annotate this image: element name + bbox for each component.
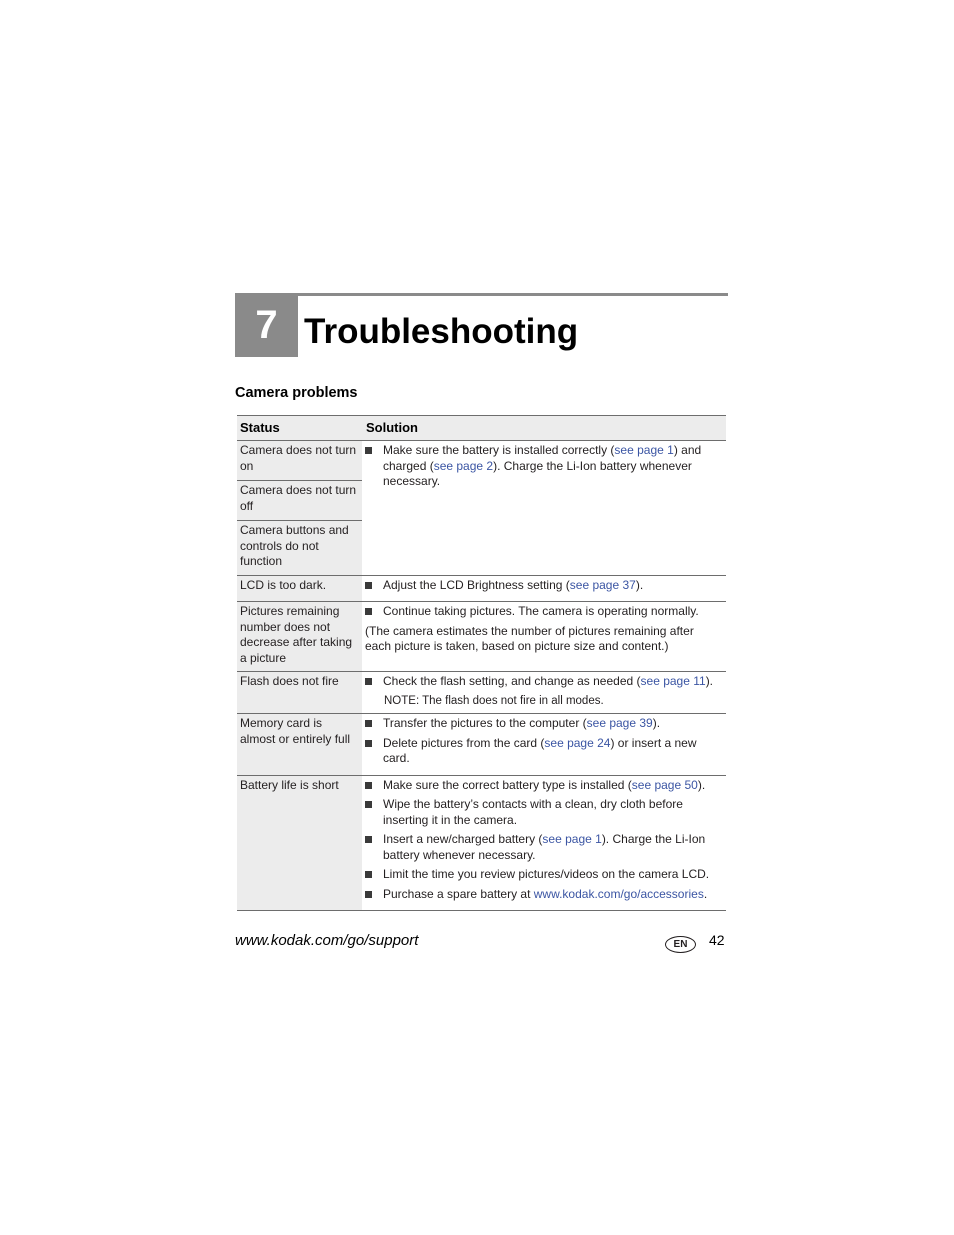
bullet-icon bbox=[365, 678, 372, 685]
accessories-link[interactable]: www.kodak.com/go/accessories bbox=[533, 886, 704, 901]
solution-cell bbox=[362, 714, 726, 775]
status-cell: Battery life is short bbox=[237, 776, 362, 911]
solution-cell bbox=[362, 672, 726, 713]
page-link[interactable]: see page 1 bbox=[614, 443, 674, 457]
text: Make sure the correct battery type is installed ( bbox=[383, 777, 632, 792]
bullet-icon bbox=[365, 582, 372, 589]
text: ). Charge the Li-Ion battery whenever necessary. bbox=[383, 458, 692, 488]
chapter-rule bbox=[235, 293, 728, 296]
solution-cell bbox=[362, 776, 726, 911]
text: ). bbox=[652, 716, 661, 730]
bullet-icon bbox=[365, 891, 372, 898]
page-link[interactable]: see page 2 bbox=[433, 458, 494, 473]
table-row bbox=[237, 776, 726, 912]
text: ). Charge the Li-Ion battery whenever necessary. bbox=[383, 832, 706, 862]
explanation-text: (The camera estimates the number of pictures remaining after each picture is taken, based on picture size and content.) bbox=[365, 623, 694, 653]
page-link[interactable]: see page 37 bbox=[569, 577, 636, 592]
text: Check the flash setting, and change as needed ( bbox=[383, 674, 641, 688]
chapter-number: 7 bbox=[235, 293, 298, 357]
page-link[interactable]: see page 24 bbox=[544, 735, 611, 750]
troubleshooting-table bbox=[237, 415, 726, 911]
table-row bbox=[237, 714, 726, 776]
bullet-icon bbox=[365, 782, 372, 789]
chapter-title: Troubleshooting bbox=[304, 312, 579, 351]
solution-cell bbox=[362, 441, 726, 575]
status-cell: Camera does not turn on bbox=[237, 441, 362, 481]
table-row bbox=[237, 576, 726, 603]
text: Adjust the LCD Brightness setting ( bbox=[383, 577, 570, 592]
text: Purchase a spare battery at bbox=[383, 886, 534, 901]
status-cell: LCD is too dark. bbox=[237, 576, 362, 602]
bullet-icon bbox=[365, 720, 372, 727]
text: ) or insert a new card. bbox=[383, 735, 697, 765]
text: Transfer the pictures to the computer ( bbox=[383, 716, 587, 730]
status-cell: Pictures remaining number does not decrease after taking a picture bbox=[237, 602, 362, 671]
table-row bbox=[237, 602, 726, 672]
text: Limit the time you review pictures/videos on the camera LCD. bbox=[383, 867, 710, 881]
text: Insert a new/charged battery ( bbox=[383, 832, 543, 846]
note-text: NOTE: The flash does not fire in all modes. bbox=[384, 694, 604, 707]
bullet-icon bbox=[365, 801, 372, 808]
page-link[interactable]: see page 11 bbox=[640, 674, 706, 688]
bullet-icon bbox=[365, 740, 372, 747]
solution-cell bbox=[362, 576, 726, 602]
text: Wipe the battery’s contacts with a clean, dry cloth before inserting it in the camera. bbox=[383, 797, 683, 827]
header-status: Status bbox=[240, 420, 280, 436]
status-cell: Camera buttons and controls do not function bbox=[237, 521, 362, 575]
text: ). bbox=[697, 777, 706, 792]
text: . bbox=[703, 886, 708, 901]
page-link[interactable]: see page 50 bbox=[631, 777, 698, 792]
status-cell: Memory card is almost or entirely full bbox=[237, 714, 362, 775]
table-row bbox=[237, 672, 726, 714]
section-title: Camera problems bbox=[235, 385, 358, 401]
bullet-icon bbox=[365, 871, 372, 878]
table-row bbox=[237, 441, 726, 576]
status-cell: Camera does not turn off bbox=[237, 481, 362, 521]
language-badge: EN bbox=[665, 936, 696, 953]
page-link[interactable]: see page 39 bbox=[586, 716, 653, 730]
header-solution: Solution bbox=[366, 420, 418, 436]
text: Continue taking pictures. The camera is operating normally. bbox=[383, 604, 699, 618]
bullet-icon bbox=[365, 836, 372, 843]
status-cell: Flash does not fire bbox=[237, 672, 362, 713]
bullet-icon bbox=[365, 447, 372, 454]
page-link[interactable]: see page 1 bbox=[542, 832, 602, 846]
text: ). bbox=[705, 674, 714, 688]
footer-url: www.kodak.com/go/support bbox=[235, 932, 419, 949]
text: Delete pictures from the card ( bbox=[383, 735, 545, 750]
bullet-icon bbox=[365, 608, 372, 615]
page-number: 42 bbox=[709, 932, 725, 948]
text: ) and charged ( bbox=[383, 443, 702, 473]
solution-cell bbox=[362, 602, 726, 671]
text: Make sure the battery is installed correctly ( bbox=[383, 443, 615, 457]
table-header bbox=[237, 415, 726, 441]
text: ). bbox=[635, 577, 644, 592]
